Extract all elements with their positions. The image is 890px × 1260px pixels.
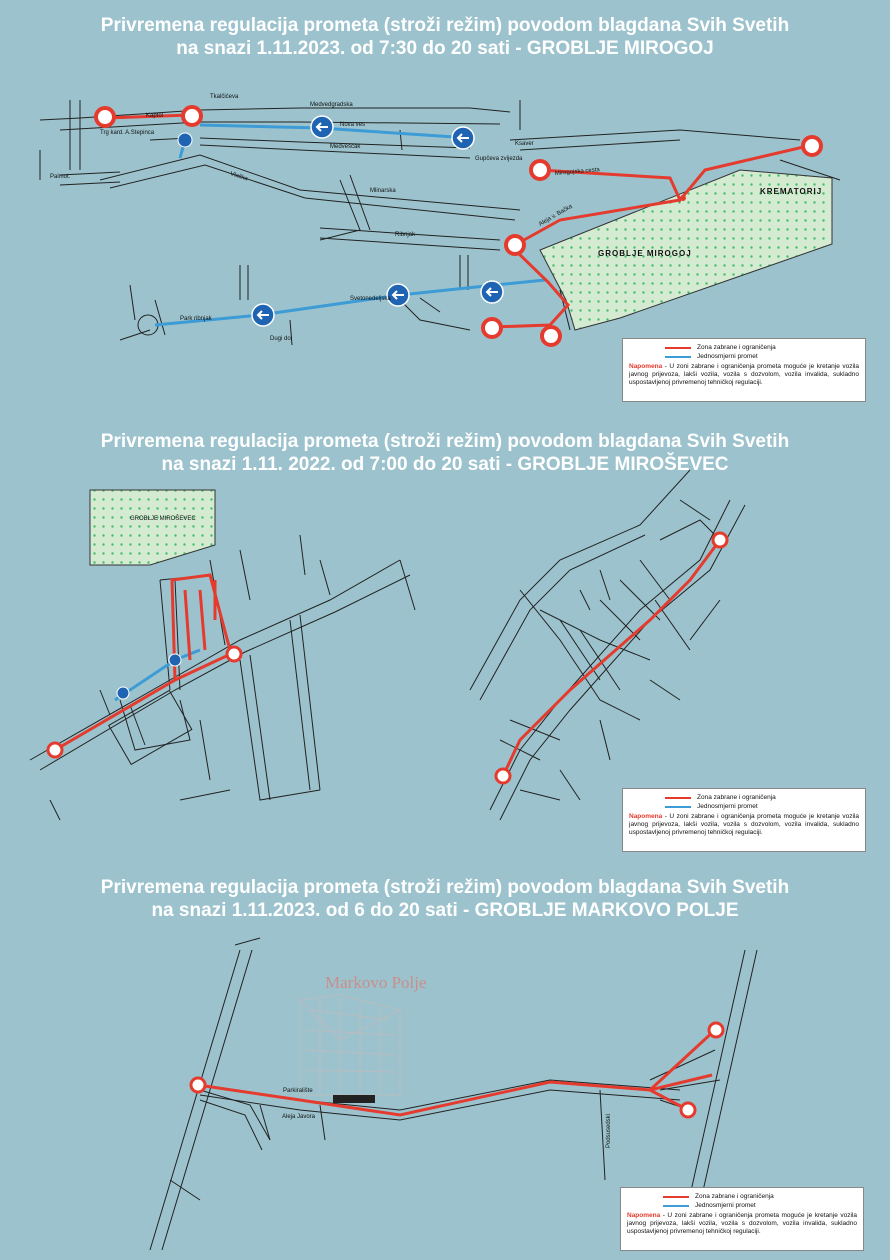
legend-blue-label: Jednosmjerni promet [697, 802, 758, 810]
label-podsusedski: Podsusedski [606, 1113, 612, 1148]
oneway-route-upper [200, 125, 470, 138]
blue-line-swatch [665, 356, 691, 358]
label-svetonedeljska: Svetonedeljska [350, 296, 391, 302]
legend-note: Napomena - U zoni zabrane i ograničenja prometa moguće je kretanje vozila javnog prijevoza, lakši vozila, vozila s dozvolom, vozila invalida, sukladno uspostavljenoj privremenoj tehničkoj regulaciji. [629, 363, 859, 386]
legend-red-label: Zona zabrane i ograničenja [697, 793, 776, 801]
label-medvescak: Medvešćak [330, 144, 361, 150]
markovo-restricted-main [198, 1082, 650, 1115]
label-aleja: Aleja v. Bačka [538, 203, 574, 228]
title-line-2: na snazi 1.11. 2022. od 7:00 do 20 sati - GROBLJE MIROŠEVEC [161, 454, 729, 475]
label-trg: Trg kard. A.Stepinca [100, 130, 155, 136]
red-line-swatch [665, 347, 691, 349]
mirosevec-restricted-main [55, 652, 235, 750]
title-line-1: Privremena regulacija prometa (stroži režim) povodom blagdana Svih Svetih [100, 431, 790, 452]
section-3-title [0, 876, 890, 922]
title-line-2: na snazi 1.11.2023. od 7:30 do 20 sati - GROBLJE MIROGOJ [176, 38, 714, 59]
legend-blue-label: Jednosmjerni promet [695, 1201, 756, 1209]
label-palmot: Palmot. [50, 174, 71, 180]
mirosevec-cemetery-area [90, 490, 215, 565]
title-line-2: na snazi 1.11.2023. od 6 do 20 sati - GROBLJE MARKOVO POLJE [151, 900, 739, 921]
legend-red-label: Zona zabrane i ograničenja [697, 343, 776, 351]
label-groblje-mirosevec: GROBLJE MIROŠEVEC [130, 516, 196, 522]
section-1-title [0, 14, 890, 60]
label-parking: Parkiralište [283, 1088, 313, 1094]
label-tkalciceva: Tkalčićeva [210, 94, 239, 100]
legend-markovo-polje [620, 1187, 864, 1251]
label-kvaternik: Ksaver [515, 141, 534, 147]
label-aleja-javora: Aleja Javora [282, 1114, 316, 1120]
title-line-1: Privremena regulacija prometa (stroži režim) povodom blagdana Svih Svetih [100, 15, 790, 36]
label-medvedgradska: Medvedgradska [310, 102, 353, 108]
label-park: Park ribnjak [180, 316, 212, 322]
legend-note: Napomena - U zoni zabrane i ograničenja prometa moguće je kretanje vozila javnog prijevoza, lakši vozila, vozila s dozvolom, vozila invalida, sukladno uspostavljenoj privremenoj tehničkoj regulaciji. [629, 813, 859, 836]
label-mirogojska: Mirogojska cesta [554, 167, 601, 177]
legend-note: Napomena - U zoni zabrane i ograničenja prometa moguće je kretanje vozila javnog prijevoza, lakši vozila, vozila s dozvolom, vozila invalida, sukladno uspostavljenoj privremenoj tehničkoj regulaciji. [627, 1212, 857, 1235]
legend-red-label: Zona zabrane i ograničenja [695, 1192, 774, 1200]
legend-blue-label: Jednosmjerni promet [697, 352, 758, 360]
red-line-swatch [665, 797, 691, 799]
legend-mirogoj [622, 338, 866, 402]
label-kaptol: Kaptol [146, 113, 164, 119]
legend-mirosevec [622, 788, 866, 852]
label-dugi-dol: Dugi dol [270, 336, 293, 342]
mirosevec-restricted-right [503, 540, 720, 776]
red-line-swatch [663, 1196, 689, 1198]
label-vlaska: Vlaška [229, 171, 249, 183]
blue-line-swatch [663, 1205, 689, 1207]
label-mlinarska: Mlinarska [370, 188, 396, 194]
markovo-polje-cemetery-grid [300, 995, 400, 1095]
title-line-1: Privremena regulacija prometa (stroži režim) povodom blagdana Svih Svetih [100, 877, 790, 898]
label-groblje-mirogoj: GROBLJE MIROGOJ [598, 249, 692, 258]
blue-line-swatch [665, 806, 691, 808]
label-ribnjak: Ribnjak [395, 232, 416, 238]
label-gupceva: Gupčeva zvijezda [475, 156, 523, 162]
label-markovo-polje: Markovo Polje [325, 973, 427, 992]
label-nova-ves: Nova ves [340, 122, 366, 128]
label-krematorij: KREMATORIJ [760, 187, 823, 196]
